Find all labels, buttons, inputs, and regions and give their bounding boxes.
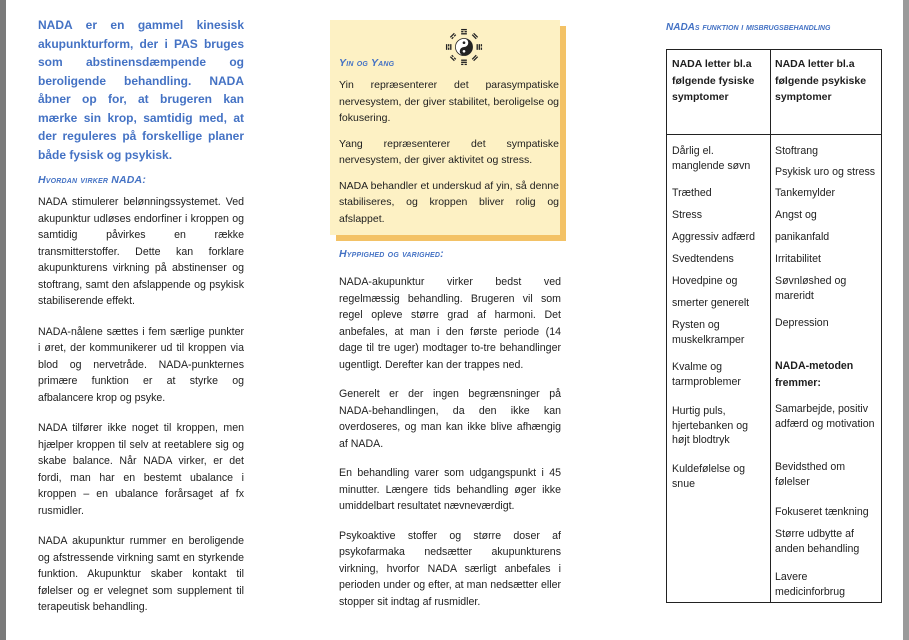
table-cell: Svedtendens [672, 253, 734, 265]
column-3 [666, 22, 886, 598]
table-cell: Kvalme og tarmproblemer [672, 361, 741, 388]
table-cell: Psykisk uro og stress [775, 166, 876, 178]
yin-yang-box [330, 20, 560, 235]
table-cell: Samarbejde, positiv adfærd og motivation [775, 403, 875, 430]
table-cell: Hovedpine og [672, 275, 738, 287]
frequency-heading: Hyppighed og varighed: [339, 248, 444, 260]
frequency-section [339, 248, 561, 623]
table-cell: panikanfald [775, 231, 830, 243]
table-cell: Søvnløshed og mareridt [775, 275, 847, 302]
paragraph: En behandling varer som udgangspunkt i 45 minutter. Længere tids behandling øger ikke umiddelbart resultatet nævneværdigt. [339, 467, 561, 512]
function-heading: NADAs funktion i misbrugsbehandling [666, 22, 831, 33]
table-cell: Stress [672, 209, 703, 221]
table-cell: Større udbytte af anden behandling [775, 528, 860, 555]
intro-text: NADA er en gammel kinesisk akupunkturform, der i PAS bruges som abstinensdæmpende og beroligende behandling. NADA åbner op for, at brugeren kan mærke sin krop, samtidig med, at der reguleres på forskellige planer både fysisk og psykisk. [38, 18, 244, 162]
table-cell: Angst og [775, 209, 817, 221]
table-cell: Tankemylder [775, 187, 836, 199]
table-cell: Fokuseret tænkning [775, 506, 869, 518]
symptom-table [666, 49, 882, 603]
table-cell: Bevidsthed om følelser [775, 461, 846, 488]
paragraph: NADA behandler et underskud af yin, så denne stabiliseres, og kroppen bliver rolig og afslappet. [339, 179, 559, 225]
table-divider [667, 134, 881, 135]
paragraph: Psykoaktive stoffer og større doser af psykofarmaka nedsætter akupunkturens virkning, hvorfor NADA særligt anbefales i perioden under og efter, at man nedsætter eller stopper sit indtag af rusmidler. [339, 529, 561, 608]
paragraph: Generelt er der ingen begrænsninger på NADA-behandlingen, da den ikke kan overdoseres, og man kan ikke blive afhængig af NADA. [339, 388, 561, 450]
table-cell: Aggressiv adfærd [672, 231, 756, 243]
how-nada-works-heading: Hvordan virker NADA: [38, 174, 147, 186]
psychological-header: NADA letter bl.a følgende psykiske symptomer [775, 58, 867, 103]
left-edge-shadow [0, 0, 6, 640]
right-edge-shadow [903, 0, 909, 640]
table-cell: Træthed [672, 187, 712, 199]
paragraph: Yang repræsenterer det sympatiske nervesystem, der giver aktivitet og stress. [339, 137, 559, 166]
physical-header: NADA letter bl.a følgende fysiske symptomer [672, 58, 755, 103]
table-cell: Irritabilitet [775, 253, 821, 265]
paragraph: Yin repræsenterer det parasympatiske nervesystem, der giver stabilitet, beroligelse og fokusering. [339, 79, 559, 124]
table-cell: Dårlig el. manglende søvn [672, 145, 751, 172]
table-cell: smerter generelt [672, 297, 750, 309]
table-cell: Lavere medicinforbrug [775, 571, 846, 598]
table-cell: Rysten og muskelkramper [672, 319, 745, 346]
yin-yang-heading: Yin og Yang [339, 57, 395, 69]
column-2 [330, 20, 563, 235]
paragraph: NADA-nålene sættes i fem særlige punkter i øret, der kommunikerer ud til kroppen via blod og nervetråde. NADA-punkternes primære funktion er at styrke og afbalancere krop og psyke. [38, 325, 244, 404]
paragraph: NADA stimulerer belønningssystemet. Ved akupunktur udløses endorfiner i kroppen og samtidig påvirkes en række transmitterstoffer. Dette kan forklare akupunkturens virkning på abstinenser og stoftrang, samt den afslappende og psykisk stabiliserende effekt. [38, 196, 244, 307]
table-cell: Kuldefølelse og snue [672, 463, 746, 490]
paragraph: NADA-akupunktur virker bedst ved regelmæssig behandling. Brugeren vil som regel opleve større grad af harmoni. Det anbefales, at man i den første periode (14 dage til tre uger) modtager to-tre behandlinger ugentligt. Derefter kan der trappes ned. [339, 276, 561, 371]
yin-yang-content [339, 57, 559, 236]
promotes-heading: NADA-metoden fremmer: [775, 360, 854, 389]
column-1 [38, 16, 244, 630]
paragraph: NADA tilfører ikke noget til kroppen, men hjælper kroppen til selv at reetablere sig og skabe balance. Når NADA virker, er det fordi, man har en bestemt ubalance i kroppen – en ubalance forårsaget af fx rusmidler. [38, 422, 244, 517]
table-cell: Depression [775, 317, 829, 329]
table-cell: Stoftrang [775, 145, 818, 157]
paragraph: NADA akupunktur rummer en beroligende og afstressende virkning samt en styrkende funktion. Akupunktur skaber kontakt til følelser og er velegnet som supplement til terapeutisk behandling. [38, 535, 244, 613]
table-cell: Hurtig puls, hjertebanken og højt blodtryk [672, 405, 748, 446]
table-divider [770, 50, 771, 602]
